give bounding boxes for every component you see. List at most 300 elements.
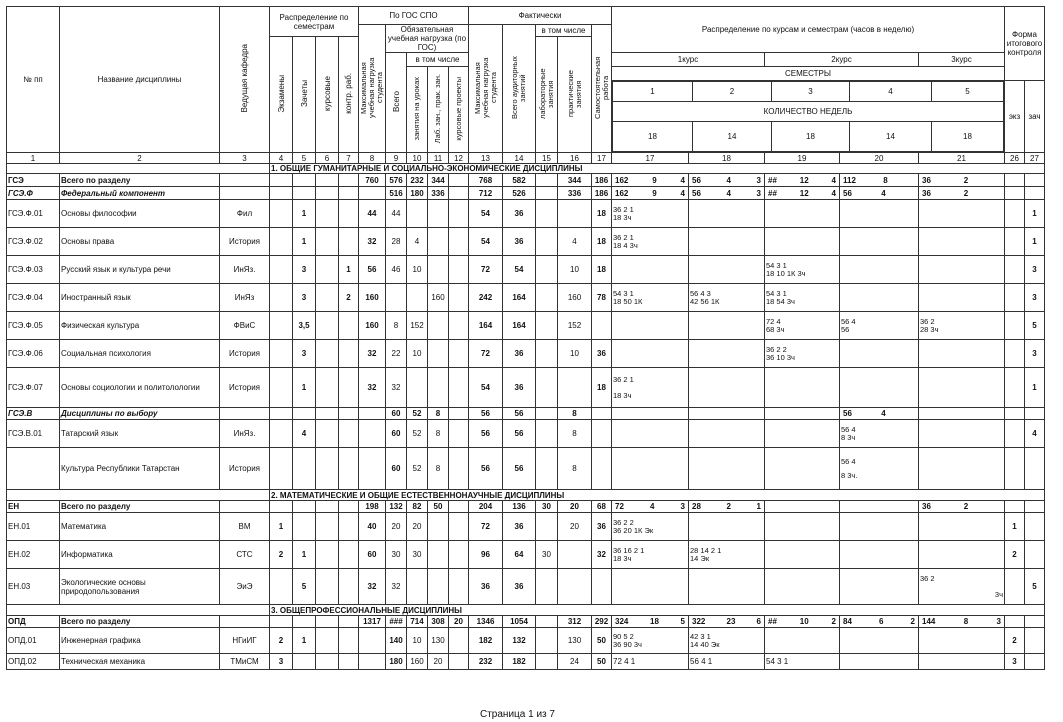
cell: 1054 [503,616,536,628]
col-num: 5 [293,153,316,164]
cell: 8 [428,408,449,420]
cell: 50 [592,628,612,654]
header-credits: Зачеты [293,37,316,153]
table-row [7,340,1045,368]
row-code: ЕН.01 [7,513,60,541]
row-name: Всего по разделу [60,616,220,628]
sem-4: 4 [850,82,932,102]
cell: 1 [1005,513,1025,541]
row-name: Культура Республики Татарстан [60,448,220,490]
cell: 4 [558,228,592,256]
cell: 72 [469,340,503,368]
row-name: Всего по разделу [60,174,220,187]
header-dept: Ведущая кафедра [220,7,270,153]
cell: 3 [270,654,293,670]
cell: 78 [592,284,612,312]
cell: 10 [558,256,592,284]
cell: 5 [1025,569,1045,605]
cell: 160 [359,312,386,340]
table-row [7,200,1045,228]
col-num: 27 [1025,153,1045,164]
cell: 20 [428,654,449,670]
cell: 8 [558,408,592,420]
table-row [7,501,1045,513]
column-numbers-row [7,153,1045,164]
weeks-1: 18 [613,122,693,152]
col-num: 6 [316,153,339,164]
table-row [7,228,1045,256]
weeks-2: 14 [693,122,772,152]
cell: 3 [1005,654,1025,670]
row-code: ГСЭ.Ф.05 [7,312,60,340]
cell: 132 [503,628,536,654]
curriculum-table [6,6,1045,670]
row-name: Инженерная графика [60,628,220,654]
sem-cell: 28 2 1 [689,501,765,513]
header-practical: практические занятия [558,37,592,153]
cell: 3,5 [293,312,316,340]
cell: 292 [592,616,612,628]
row-code: ЕН.03 [7,569,60,605]
cell: 10 [558,340,592,368]
sem-cell: 36 2 1 18 3ч [612,200,689,228]
cell: 1 [339,256,359,284]
cell: 3 [1025,256,1045,284]
header-incl: в том числе [407,53,469,67]
table-row [7,569,1045,605]
cell: 198 [359,501,386,513]
cell: 768 [469,174,503,187]
row-name: Математика [60,513,220,541]
cell: 28 [386,228,407,256]
cell: 82 [407,501,428,513]
cell: 2 [270,628,293,654]
header-aud-total: Всего аудиторных занятий [503,25,536,153]
cell: 1 [293,368,316,408]
cell: 18 [592,368,612,408]
sem-2: 2 [693,82,772,102]
cell: 182 [469,628,503,654]
col-num: 10 [407,153,428,164]
row-name: Физическая культура [60,312,220,340]
cell: 64 [503,541,536,569]
header-form: Форма итогового контроля [1005,7,1045,81]
cell: 36 [503,569,536,605]
sem-1: 1 [613,82,693,102]
header-course2: 2курс [765,53,919,67]
sem-cell: 28 14 2 1 14 Эк [689,541,765,569]
sem-cell: 322 23 6 [689,616,765,628]
cell: 8 [558,420,592,448]
cell: 8 [428,420,449,448]
header-lab: Лаб. зан., прак. зан. [428,67,449,153]
header-control: контр. раб. [339,37,359,153]
section-title: 2. МАТЕМАТИЧЕСКИЕ И ОБЩИЕ ЕСТЕСТВЕННОНАУЧНЫЕ ДИСЦИПЛИНЫ [270,490,1045,501]
cell: 68 [592,501,612,513]
sem-cell: ## 12 4 [765,174,840,187]
header-credit-short: зач [1025,81,1045,153]
header-name: Название дисциплины [60,7,220,153]
cell: 60 [386,448,407,490]
cell: 582 [503,174,536,187]
header-semesters: СЕМЕСТРЫ [612,67,1005,81]
header-distribution-courses: Распределение по курсам и семестрам (часов в неделю) [612,7,1005,53]
row-name: Информатика [60,541,220,569]
table-row [7,654,1045,670]
row-code: ОПД.01 [7,628,60,654]
cell: 56 [469,408,503,420]
sem-cell: 56 4 [840,408,919,420]
sem-cell: 56 4 8 3ч. [840,448,919,490]
cell: 36 [503,228,536,256]
cell: 52 [407,420,428,448]
row-code: ГСЭ.В.01 [7,420,60,448]
sem-cell: 56 4 56 [840,312,919,340]
row-code: ГСЭ.Ф.01 [7,200,60,228]
sem-cell: 42 3 1 14 40 Эк [689,628,765,654]
sem-cell: 36 2 2 36 10 3ч [765,340,840,368]
sem-cell: ## 12 4 [765,187,840,200]
col-num: 21 [919,153,1005,164]
cell: 18 [592,256,612,284]
cell: 186 [592,174,612,187]
sem-cell: ## 10 2 [765,616,840,628]
row-dept: История [220,228,270,256]
row-dept: История [220,448,270,490]
cell: 336 [558,187,592,200]
header-lab2: лабораторные занятия [536,37,558,153]
cell: 3 [1025,284,1045,312]
weeks-3: 18 [772,122,850,152]
cell: 2 [339,284,359,312]
cell: 160 [428,284,449,312]
col-num: 11 [428,153,449,164]
row-name: Техническая механика [60,654,220,670]
cell: 3 [1025,340,1045,368]
cell: 180 [386,654,407,670]
header-exam-short: экз [1005,81,1025,153]
col-num: 15 [536,153,558,164]
cell: 30 [536,541,558,569]
sem-cell: 36 2 [919,174,1005,187]
cell: 344 [428,174,449,187]
header-weeks: КОЛИЧЕСТВО НЕДЕЛЬ [613,102,1004,122]
table-row [7,312,1045,340]
row-dept: ФВиС [220,312,270,340]
cell: 32 [359,368,386,408]
sem-cell: 36 2 [919,501,1005,513]
cell: 36 [592,513,612,541]
row-dept: ТМиСМ [220,654,270,670]
header-distribution: Распределение по семестрам [270,7,359,37]
cell: 242 [469,284,503,312]
cell: 164 [503,312,536,340]
row-code: ЕН [7,501,60,513]
row-code: ГСЭ [7,174,60,187]
header-num: № пп [7,7,60,153]
cell: 712 [469,187,503,200]
header-projects: курсовые проекты [449,67,469,153]
cell: 60 [386,420,407,448]
section-title: 1. ОБЩИЕ ГУМАНИТАРНЫЕ И СОЦИАЛЬНО-ЭКОНОМИЧЕСКИЕ ДИСЦИПЛИНЫ [270,164,1045,174]
cell: 1 [293,200,316,228]
row-name: Татарский язык [60,420,220,448]
header-actual-max: Максимальная учебная нагрузка студента [469,25,503,153]
cell: 54 [469,368,503,408]
sem-cell: 56 4 3 42 56 1К [689,284,765,312]
row-name: Дисциплины по выбору [60,408,220,420]
cell: 232 [407,174,428,187]
cell: 1346 [469,616,503,628]
cell: 32 [386,569,407,605]
cell: 182 [503,654,536,670]
cell: 72 [469,513,503,541]
sem-cell: 36 2 1 18 4 3ч [612,228,689,256]
cell: 20 [558,513,592,541]
col-num: 7 [339,153,359,164]
row-name: Основы философии [60,200,220,228]
weeks-5: 18 [932,122,1004,152]
sem-cell: 36 2 [919,187,1005,200]
row-name: Основы социологии и политолологии [60,368,220,408]
cell: 56 [503,408,536,420]
sem-cell: 324 18 5 [612,616,689,628]
cell: 32 [386,368,407,408]
cell: 56 [359,256,386,284]
table-row [7,187,1045,200]
cell: 24 [558,654,592,670]
cell: 1317 [359,616,386,628]
section-title: 3. ОБЩЕПРОФЕССИОНАЛЬНЫЕ ДИСЦИПЛИНЫ [270,605,1045,616]
cell: 4 [293,420,316,448]
cell: 46 [386,256,407,284]
cell: 32 [359,569,386,605]
cell: 50 [592,654,612,670]
cell: 1 [293,541,316,569]
cell: 32 [592,541,612,569]
cell: 56 [503,420,536,448]
cell: 36 [503,368,536,408]
sem-cell: 36 16 2 1 18 3ч [612,541,689,569]
table-row [7,420,1045,448]
header-mandatory: Обязательная учебная нагрузка (по ГОС) [386,25,469,53]
cell: 20 [407,513,428,541]
col-num: 9 [386,153,407,164]
cell: 36 [503,340,536,368]
section-row [7,490,1045,501]
cell: 344 [558,174,592,187]
header-max-load: Максимальная учебная нагрузка студента [359,25,386,153]
cell: 1 [293,628,316,654]
header-coursework: курсовые [316,37,339,153]
row-name: Основы права [60,228,220,256]
cell: 20 [449,616,469,628]
sem-cell: 54 3 1 18 54 3ч [765,284,840,312]
sem-cell: 54 3 1 18 10 1К 3ч [765,256,840,284]
sem-cell: 54 3 1 [765,654,840,670]
sem-cell: 162 9 4 [612,187,689,200]
cell: 4 [1025,420,1045,448]
cell: 22 [386,340,407,368]
cell: 3 [293,256,316,284]
row-dept: НГиИГ [220,628,270,654]
cell: 36 [592,340,612,368]
cell: 136 [503,501,536,513]
section-row [7,605,1045,616]
cell: 50 [428,501,449,513]
table-row [7,284,1045,312]
sem-3: 3 [772,82,850,102]
col-num: 14 [503,153,536,164]
row-code: ГСЭ.Ф.04 [7,284,60,312]
cell: 32 [359,340,386,368]
cell: 4 [407,228,428,256]
cell: 1 [270,513,293,541]
cell: 20 [558,501,592,513]
cell: 160 [558,284,592,312]
cell: 1 [293,228,316,256]
cell: 1 [1025,368,1045,408]
row-code: ГСЭ.В [7,408,60,420]
cell: 130 [558,628,592,654]
col-num: 16 [558,153,592,164]
row-dept: История [220,340,270,368]
sem-cell: 90 5 2 36 90 3ч [612,628,689,654]
table-row [7,256,1045,284]
cell: 52 [407,408,428,420]
col-num: 20 [840,153,919,164]
row-dept: СТС [220,541,270,569]
cell: 60 [386,408,407,420]
cell: 164 [469,312,503,340]
row-code: ГСЭ.Ф.06 [7,340,60,368]
col-num: 4 [270,153,293,164]
sem-cell: 54 3 1 18 50 1К [612,284,689,312]
cell: 54 [469,228,503,256]
col-num: 18 [689,153,765,164]
sem-cell: 56 4 [840,187,919,200]
table-row [7,541,1045,569]
cell: 18 [592,200,612,228]
sem-cell: 56 4 8 3ч [840,420,919,448]
header-actual: Фактически [469,7,612,25]
row-dept: ЭиЭ [220,569,270,605]
row-code: ОПД [7,616,60,628]
cell: 232 [469,654,503,670]
cell: 40 [359,513,386,541]
sem-cell: 36 2 2 36 20 1К Эк [612,513,689,541]
table-row [7,628,1045,654]
row-dept: История [220,368,270,408]
table-row [7,408,1045,420]
sem-5: 5 [932,82,1004,102]
col-num: 17 [612,153,689,164]
header-sem-block [612,81,1005,153]
cell: 30 [386,541,407,569]
cell: 2 [270,541,293,569]
row-name: Иностранный язык [60,284,220,312]
row-code: ГСЭ.Ф.07 [7,368,60,408]
cell: 576 [386,174,407,187]
cell: 54 [469,200,503,228]
cell: 96 [469,541,503,569]
table-row [7,174,1045,187]
row-code: ОПД.02 [7,654,60,670]
cell: 52 [407,448,428,490]
row-name: Социальная психология [60,340,220,368]
cell: 44 [386,200,407,228]
cell: 312 [558,616,592,628]
col-num: 3 [220,153,270,164]
sem-cell: 56 4 3 [689,174,765,187]
sem-cell: 36 2 3ч [919,569,1005,605]
header-gos: По ГОС СПО [359,7,469,25]
section-row [7,164,1045,174]
cell: 5 [1025,312,1045,340]
cell: 160 [407,654,428,670]
cell: 2 [1005,628,1025,654]
cell: 56 [503,448,536,490]
cell: 132 [386,501,407,513]
header-course1: 1курс [612,53,765,67]
col-num: 17 [592,153,612,164]
header-lessons: занятия на уроках [407,67,428,153]
cell: 8 [558,448,592,490]
cell: 54 [503,256,536,284]
cell: 72 [469,256,503,284]
cell: 3 [293,284,316,312]
col-num: 26 [1005,153,1025,164]
sem-cell: 56 4 3 [689,187,765,200]
col-num: 8 [359,153,386,164]
cell: 160 [359,284,386,312]
cell: 3 [293,340,316,368]
table-row [7,616,1045,628]
row-dept: ИнЯз [220,284,270,312]
table-row [7,513,1045,541]
cell: 36 [469,569,503,605]
cell: 186 [592,187,612,200]
cell: 56 [469,420,503,448]
cell: 30 [536,501,558,513]
header-exams: Экзамены [270,37,293,153]
col-num: 12 [449,153,469,164]
header-total: Всего [386,53,407,153]
sem-cell: 72 4 3 [612,501,689,513]
row-dept: ВМ [220,513,270,541]
row-code: ГСЭ.Ф.02 [7,228,60,256]
header-independent: Самостоятельная работа [592,25,612,153]
cell: 180 [407,187,428,200]
sem-cell: 56 4 1 [689,654,765,670]
header-incl2: в том числе [536,25,592,37]
cell: 36 [503,200,536,228]
sem-cell: 72 4 1 [612,654,689,670]
cell: 526 [503,187,536,200]
cell: 164 [503,284,536,312]
cell: 30 [407,541,428,569]
cell: 36 [503,513,536,541]
sem-cell: 84 6 2 [840,616,919,628]
cell: 5 [293,569,316,605]
row-code: ГСЭ.Ф [7,187,60,200]
cell: 714 [407,616,428,628]
cell: 10 [407,340,428,368]
cell: ### [386,616,407,628]
cell: 152 [558,312,592,340]
sem-cell: 162 9 4 [612,174,689,187]
cell: 140 [386,628,407,654]
